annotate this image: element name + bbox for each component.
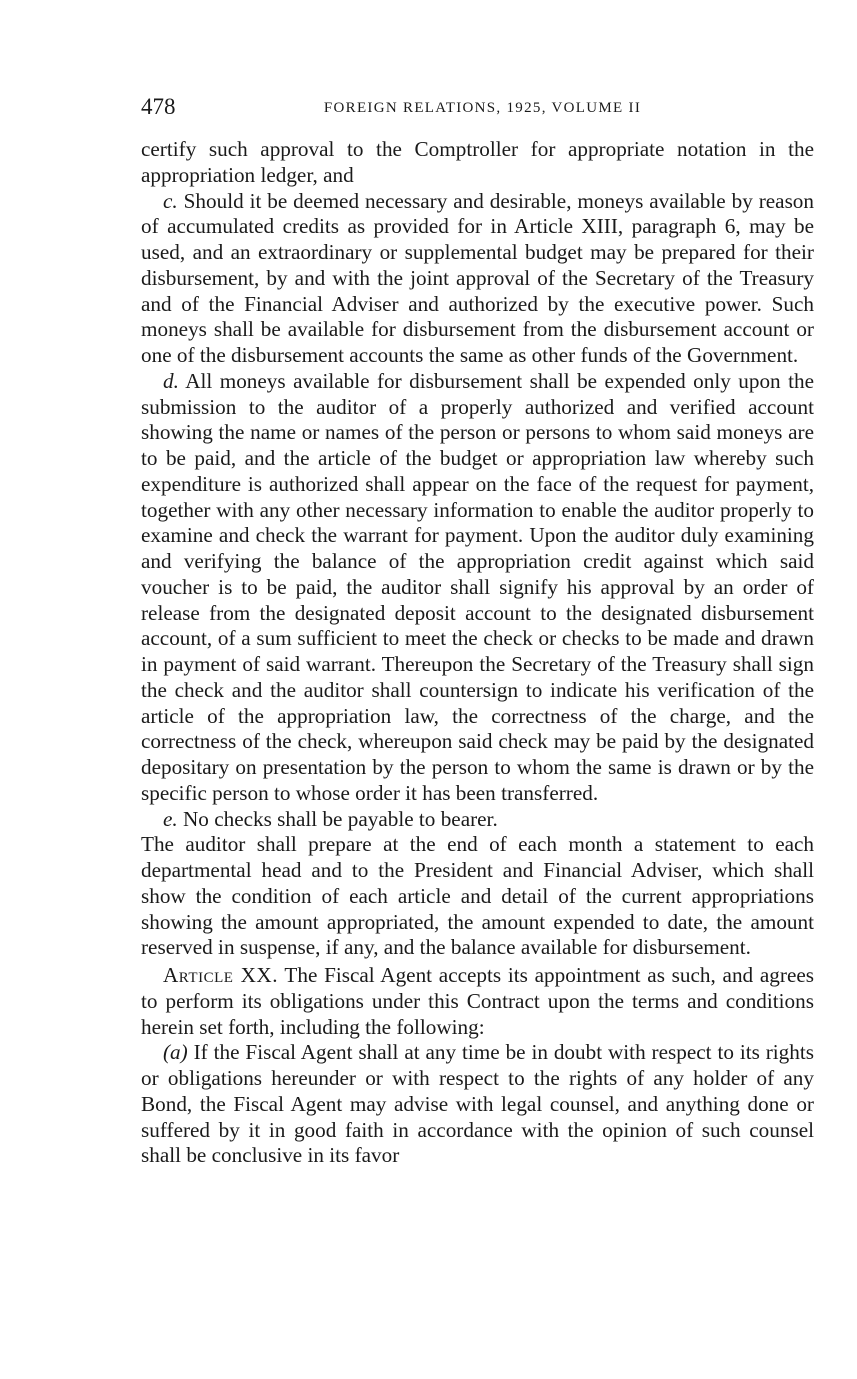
paragraph-text: If the Fiscal Agent shall at any time be in doubt with respect to its rights or obligations hereunder or with respect to the rights of any holder of any Bond, the Fiscal Agent may advise with legal counsel, and anything done or suffered by it in good faith in accordance with the opinion of such counsel shall be conclusive in its favor (141, 1040, 815, 1168)
paragraph-label: c. (163, 188, 178, 213)
document-page (141, 92, 814, 1169)
paragraph (141, 137, 814, 189)
paragraph-text: All moneys available for disbursement shall be expended only upon the submission to the auditor of a properly authorized and verified account showing the name or names of the person or persons to whom said moneys are to be paid, and the article of the budget or appropriation law whereby such expenditure is authorized shall appear on the face of the request for payment, together with any other necessary information to enable the auditor properly to examine and check the warrant for payment. Upon the auditor duly examining and verifying the balance of the appropriation credit against which said voucher is to be paid, the auditor shall signify his approval by an order of release from the designated deposit account to the designated disbursement account, of a sum sufficient to meet the check or checks to be made and drawn in payment of said warrant. Thereupon the Secretary of the Treasury shall sign the check and the auditor shall countersign to indicate his verification of the article of the appropriation law, the correctness of the charge, and the correctness of the check, whereupon said check may be paid by the designated depositary on presentation by the person to whom the same is drawn or by the specific person to whose order it has been transferred. (141, 368, 814, 805)
paragraph-label: (a) (163, 1040, 188, 1065)
paragraph-a (141, 1040, 814, 1169)
paragraph-label: d. (163, 368, 179, 393)
paragraph-text: No checks shall be payable to bearer. (183, 806, 498, 831)
paragraph-c (141, 189, 814, 369)
paragraph-article-xx (141, 963, 814, 1040)
running-title: FOREIGN RELATIONS, 1925, VOLUME II (323, 100, 642, 116)
paragraph-text: The Fiscal Agent accepts its appointment as such, and agrees to perform its obligations under this Contract upon the terms and conditions herein set forth, including the following: (141, 963, 814, 1039)
paragraph-text: Should it be deemed necessary and desirable, moneys available by reason of accumulated credits as provided for in Article XIII, paragraph 6, may be used, and an extraordinary or supplemental budget may be prepared for their disbursement, by and with the joint approval of the Secretary of the Treasury and of the Financial Adviser and authorized by the executive power. Such moneys shall be available for disbursement from the disbursement account or one of the disbursement accounts the same as other funds of the Government. (141, 188, 814, 367)
page-header (141, 92, 814, 122)
page-number: 478 (141, 94, 176, 119)
paragraph-e (141, 807, 814, 833)
paragraph-label: e. (163, 806, 178, 831)
article-heading: Article XX. (163, 963, 279, 987)
paragraph-text: certify such approval to the Comptroller for appropriate notation in the appropriation ledger, and (141, 137, 814, 187)
paragraph-text: The auditor shall prepare at the end of each month a statement to each departmental head and to the President and Financial Adviser, which shall show the condition of each article and detail of the current appropriations showing the amount appropriated, the amount expended to date, the amount reserved in suspense, if any, and the balance available for disbursement. (141, 832, 814, 960)
body-text (141, 137, 814, 1169)
paragraph-auditor-statement (141, 832, 814, 961)
paragraph-d (141, 369, 814, 807)
